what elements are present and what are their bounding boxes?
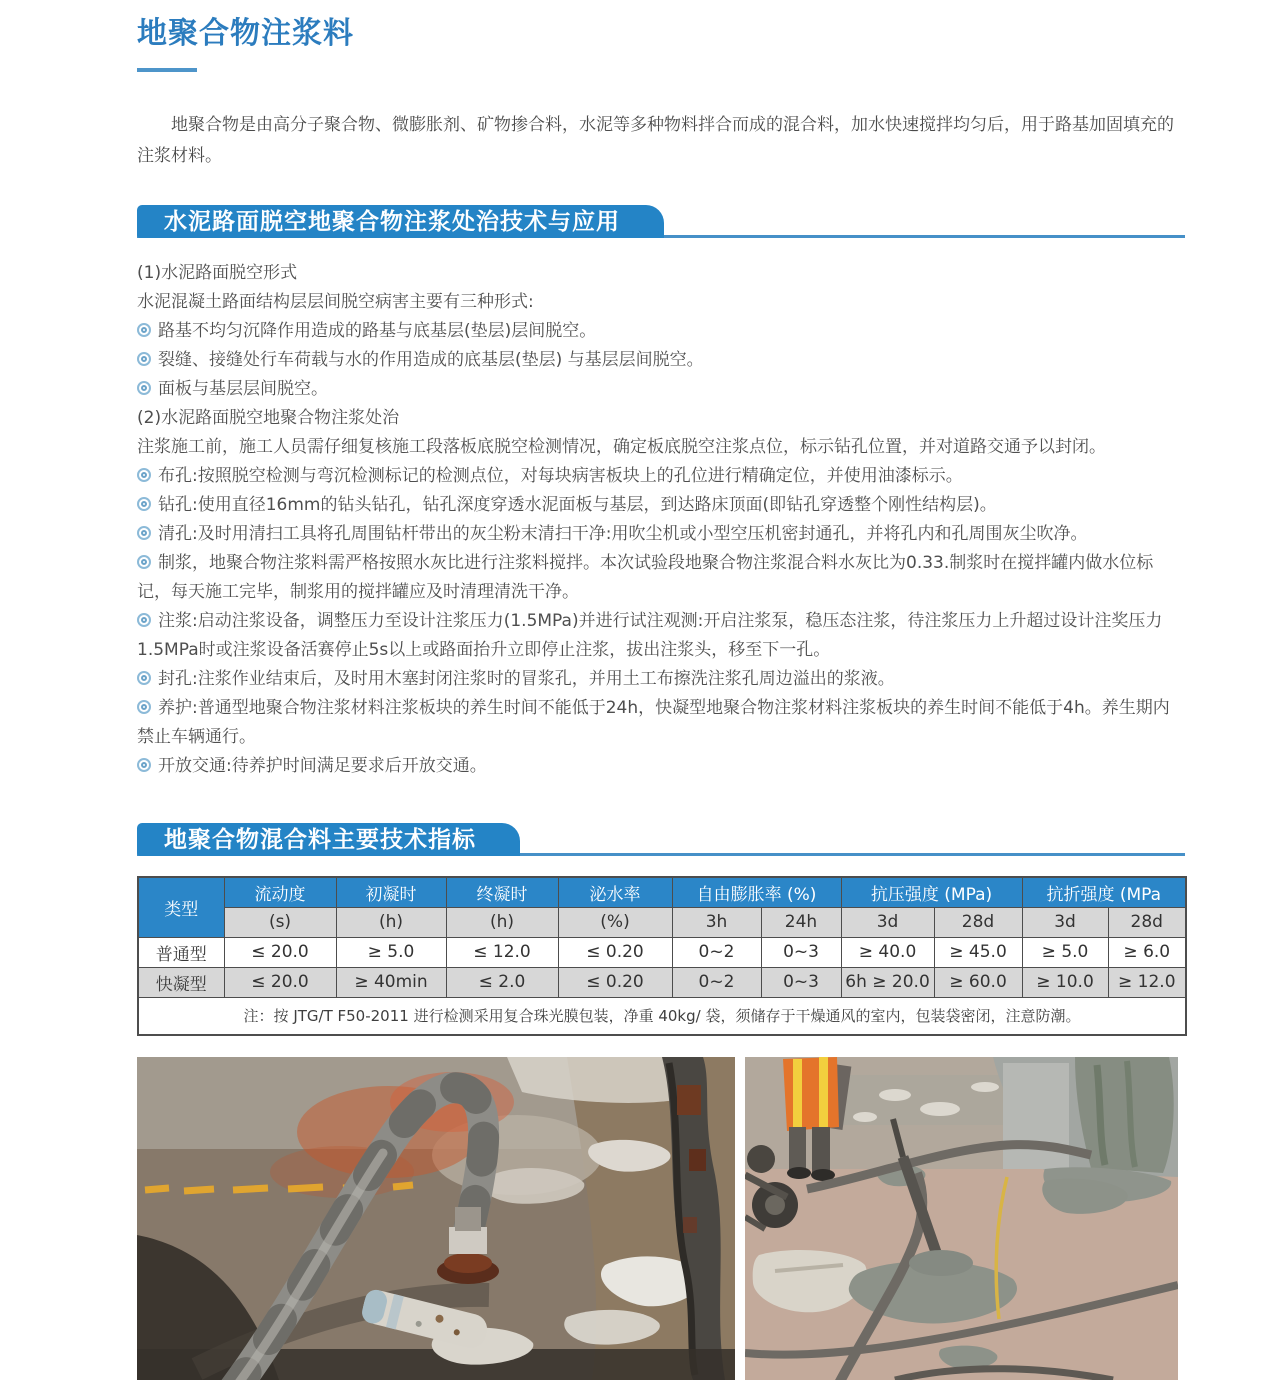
header-compressive: 抗压强度 (MPa) (841, 877, 1022, 907)
text-line (137, 404, 1185, 433)
text-line (137, 433, 1185, 462)
table-cell: ≥ 40min (336, 967, 446, 997)
page-title: 地聚合物注浆料 (137, 16, 354, 51)
bullet-line (137, 317, 1185, 346)
ring-bullet-icon (137, 526, 151, 540)
text: 注浆施工前，施工人员需仔细复核施工段落板底脱空检测情况，确定板底脱空注浆点位，标示钻孔位置，并对道路交通予以封闭。 (137, 437, 1106, 457)
table-row-ordinary (138, 937, 1186, 967)
text-line (137, 288, 1185, 317)
ring-bullet-icon (137, 352, 151, 366)
text: 开放交通:待养护时间满足要求后开放交通。 (158, 756, 487, 776)
row-name-cell: 快凝型 (138, 967, 224, 997)
unit-cell: 3h (672, 907, 761, 937)
table-cell: ≤ 2.0 (446, 967, 558, 997)
table-note-row (138, 997, 1186, 1035)
ring-bullet-icon (137, 613, 151, 627)
bullet-line (137, 607, 1185, 665)
text: 路基不均匀沉降作用造成的路基与底基层(垫层)层间脱空。 (158, 321, 597, 341)
unit-cell: 3d (841, 907, 934, 937)
table-cell: ≥ 10.0 (1022, 967, 1108, 997)
unit-cell: 3d (1022, 907, 1108, 937)
section2-banner (137, 823, 1185, 856)
table-cell: 0~2 (672, 967, 761, 997)
title-underline (137, 68, 197, 72)
ring-bullet-icon (137, 671, 151, 685)
ring-bullet-icon (137, 323, 151, 337)
header-bleeding: 泌水率 (558, 877, 672, 907)
text: 面板与基层层间脱空。 (158, 379, 328, 399)
ring-bullet-icon (137, 758, 151, 772)
ring-bullet-icon (137, 468, 151, 482)
section1-banner-title: 水泥路面脱空地聚合物注浆处治技术与应用 (137, 205, 664, 238)
text: 布孔:按照脱空检测与弯沉检测标记的检测点位，对每块病害板块上的孔位进行精确定位，并使用油漆标示。 (158, 466, 963, 486)
table-cell: ≥ 6.0 (1108, 937, 1186, 967)
header-final-set: 终凝时 (446, 877, 558, 907)
text-line (137, 259, 1185, 288)
photo-construction-site-grouting (745, 1057, 1178, 1380)
table-cell: ≥ 5.0 (1022, 937, 1108, 967)
text: 清孔:及时用清扫工具将孔周围钻杆带出的灰尘粉末清扫干净:用吹尘机或小型空压机密封通孔，并将孔内和孔周围灰尘吹净。 (158, 524, 1088, 544)
unit-cell: (%) (558, 907, 672, 937)
table-header-row-1 (138, 877, 1186, 907)
ring-bullet-icon (137, 497, 151, 511)
unit-cell: 28d (934, 907, 1022, 937)
unit-cell: 28d (1108, 907, 1186, 937)
section2-banner-title: 地聚合物混合料主要技术指标 (137, 823, 520, 856)
text: (2)水泥路面脱空地聚合物注浆处治 (137, 408, 400, 428)
table-cell: ≤ 12.0 (446, 937, 558, 967)
row-name-cell: 普通型 (138, 937, 224, 967)
table-cell: ≤ 20.0 (224, 967, 336, 997)
spec-table (137, 876, 1187, 1036)
text: 制浆，地聚合物注浆料需严格按照水灰比进行注浆料搅拌。本次试验段地聚合物注浆混合料水灰比为0.33.制浆时在搅拌罐内做水位标记，每天施工完毕，制浆用的搅拌罐应及时清理清洗干净。 (137, 553, 1154, 602)
table-cell: ≥ 45.0 (934, 937, 1022, 967)
table-cell: ≥ 12.0 (1108, 967, 1186, 997)
pavement-grouting-illustration (137, 1057, 735, 1380)
table-cell: 0~3 (761, 937, 841, 967)
text: 钻孔:使用直径16mm的钻头钻孔，钻孔深度穿透水泥面板与基层，到达路床顶面(即钻孔穿透整个刚性结构层)。 (158, 495, 997, 515)
bullet-line (137, 520, 1185, 549)
photo-grouting-hose-on-pavement (137, 1057, 735, 1380)
header-flexural: 抗折强度 (MPa (1022, 877, 1186, 907)
intro-paragraph: 地聚合物是由高分子聚合物、微膨胀剂、矿物掺合料，水泥等多种物料拌合而成的混合料，加水快速搅拌均匀后，用于路基加固填充的注浆材料。 (137, 115, 1174, 166)
text: 裂缝、接缝处行车荷载与水的作用造成的底基层(垫层) 与基层层间脱空。 (158, 350, 704, 370)
table-cell: ≥ 60.0 (934, 967, 1022, 997)
section1-content (137, 259, 1185, 781)
header-free-expansion: 自由膨胀率 (%) (672, 877, 841, 907)
table-row-rapid (138, 967, 1186, 997)
bullet-line (137, 665, 1185, 694)
ring-bullet-icon (137, 700, 151, 714)
table-cell: ≤ 0.20 (558, 937, 672, 967)
bullet-line (137, 491, 1185, 520)
photo-grid (137, 1057, 1185, 1380)
unit-cell: (s) (224, 907, 336, 937)
table-cell: 6h ≥ 20.0 (841, 967, 934, 997)
unit-cell: (h) (446, 907, 558, 937)
bullet-line (137, 375, 1185, 404)
table-cell: 0~3 (761, 967, 841, 997)
table-cell: ≤ 0.20 (558, 967, 672, 997)
table-cell: ≥ 5.0 (336, 937, 446, 967)
text: 水泥混凝土路面结构层层间脱空病害主要有三种形式: (137, 292, 534, 312)
table-cell: 0~2 (672, 937, 761, 967)
unit-cell: 24h (761, 907, 841, 937)
bullet-line (137, 549, 1185, 607)
table-cell: ≤ 20.0 (224, 937, 336, 967)
unit-cell: (h) (336, 907, 446, 937)
header-type: 类型 (138, 877, 224, 937)
text: 封孔:注浆作业结束后，及时用木塞封闭注浆时的冒浆孔，并用土工布擦洗注浆孔周边溢出的浆液。 (158, 669, 895, 689)
construction-site-illustration (745, 1057, 1178, 1380)
header-initial-set: 初凝时 (336, 877, 446, 907)
text: 注浆:启动注浆设备，调整压力至设计注浆压力(1.5MPa)并进行试注观测:开启注浆泵，稳压态注浆，待注浆压力上升超过设计注奖压力1.5MPa时或注浆设备活赛停止5s以上或路面抬升立即停止注浆，拔出注浆头，移至下一孔。 (137, 611, 1163, 660)
bullet-line (137, 694, 1185, 752)
ring-bullet-icon (137, 381, 151, 395)
section1-banner (137, 205, 1185, 238)
text: 养护:普通型地聚合物注浆材料注浆板块的养生时间不能低于24h，快凝型地聚合物注浆材料注浆板块的养生时间不能低于4h。养生期内禁止车辆通行。 (137, 698, 1170, 747)
bullet-line (137, 752, 1185, 781)
bullet-line (137, 462, 1185, 491)
header-fluidity: 流动度 (224, 877, 336, 907)
ring-bullet-icon (137, 555, 151, 569)
table-header-row-2 (138, 907, 1186, 937)
bullet-line (137, 346, 1185, 375)
table-note: 注：按 JTG/T F50-2011 进行检测采用复合珠光膜包装，净重 40kg/ 袋，须储存于干燥通风的室内，包装袋密闭，注意防潮。 (138, 997, 1186, 1035)
table-cell: ≥ 40.0 (841, 937, 934, 967)
text: (1)水泥路面脱空形式 (137, 263, 298, 283)
